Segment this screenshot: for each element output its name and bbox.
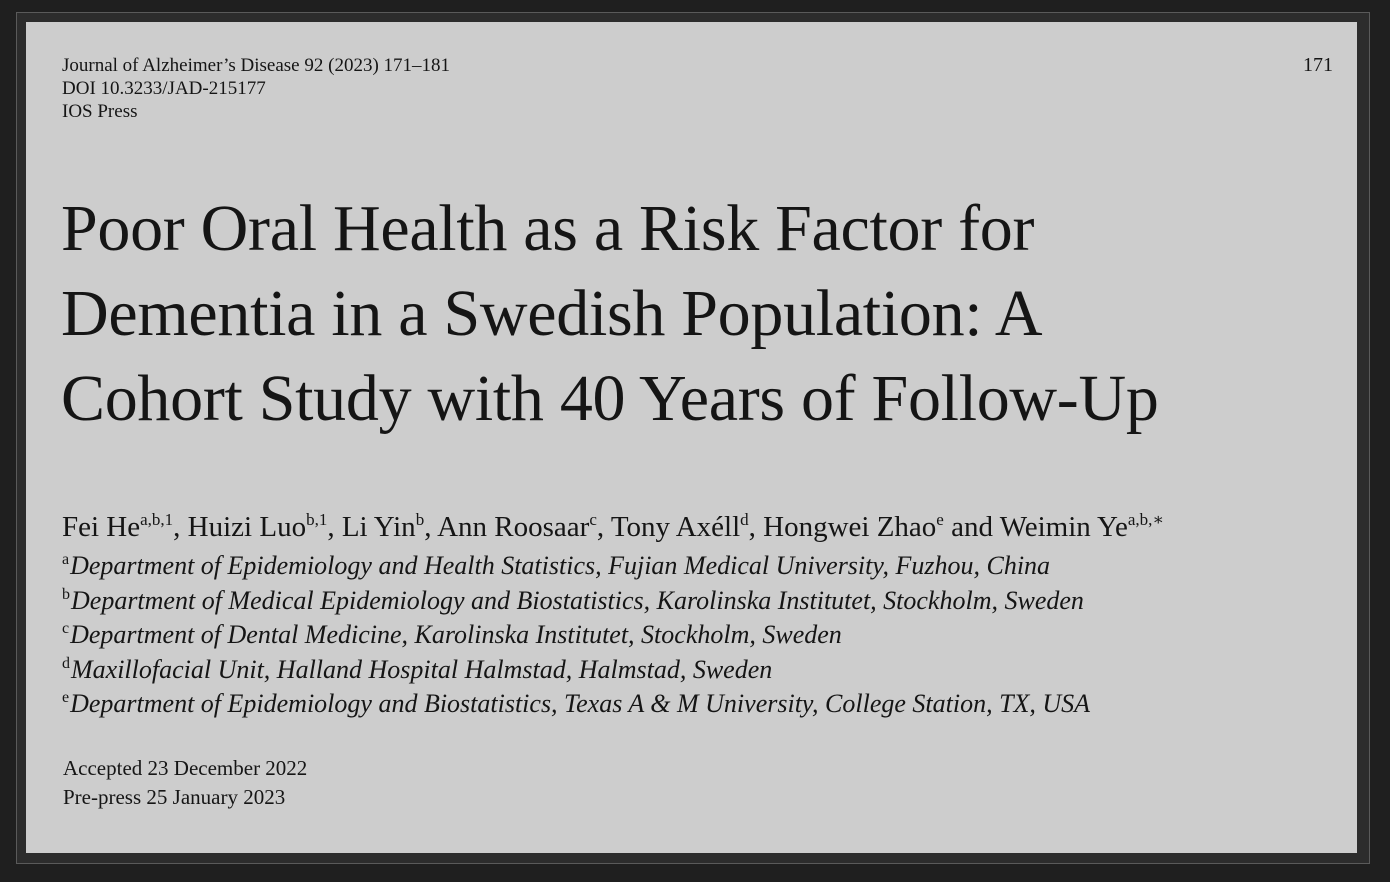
author-affiliation-marks: b: [415, 510, 425, 529]
prepress-date: Pre-press 25 January 2023: [63, 785, 286, 809]
author-affiliation-marks: e: [936, 510, 944, 529]
affiliation-text: Department of Epidemiology and Health Statistics, Fujian Medical University, Fuzhou, China: [70, 551, 1051, 580]
author-list: [62, 509, 1164, 545]
affiliation: [62, 618, 1090, 653]
author-separator: ,: [173, 511, 188, 543]
author: [342, 511, 437, 543]
affiliation-text: Department of Medical Epidemiology and Biostatistics, Karolinska Institutet, Stockholm, Sweden: [71, 585, 1084, 615]
journal-header: [62, 54, 450, 123]
author-name: Ann Roosaar: [437, 511, 590, 543]
author: [188, 511, 342, 543]
affiliation-text: Department of Epidemiology and Biostatistics, Texas A & M University, College Station, TX, USA: [70, 689, 1091, 718]
paper-title: [61, 186, 1159, 441]
author-affiliation-marks: c: [589, 510, 597, 529]
publisher: IOS Press: [62, 101, 138, 122]
affiliation-list: [62, 549, 1090, 722]
affiliation-text: Maxillofacial Unit, Halland Hospital Halmstad, Halmstad, Sweden: [71, 654, 773, 684]
affiliation-mark: b: [62, 585, 70, 603]
author-name: Weimin Ye: [999, 511, 1128, 543]
publication-dates: [63, 754, 307, 812]
affiliation-mark: c: [62, 620, 70, 637]
author-name: Fei He: [62, 511, 141, 543]
title-line: Cohort Study with 40 Years of Follow-Up: [61, 362, 1159, 435]
doi: DOI 10.3233/JAD-215177: [62, 78, 266, 99]
affiliation: [62, 687, 1090, 722]
affiliation: [62, 653, 1090, 688]
author: [437, 511, 611, 543]
author-separator: ,: [596, 511, 611, 543]
author-name: Li Yin: [341, 511, 416, 543]
author-name: Tony Axéll: [610, 511, 741, 543]
journal-citation: Journal of Alzheimer’s Disease 92 (2023) 171–181: [62, 55, 451, 76]
author-separator: ,: [748, 511, 764, 543]
author: [611, 511, 763, 543]
paper-page: [26, 22, 1357, 853]
author-name: Hongwei Zhao: [763, 511, 937, 543]
author-affiliation-marks: a,b,∗: [1127, 510, 1164, 529]
author-affiliation-marks: a,b,1: [140, 510, 174, 529]
author: [763, 511, 1000, 543]
affiliation-mark: a: [62, 551, 70, 568]
author-name: Huizi Luo: [187, 511, 307, 543]
author: [1000, 511, 1164, 543]
author-separator: ,: [424, 511, 438, 543]
page-number: 171: [1303, 54, 1333, 76]
affiliation-mark: d: [62, 654, 70, 672]
title-line: Poor Oral Health as a Risk Factor for: [61, 192, 1035, 265]
affiliation: [62, 584, 1090, 619]
author-affiliation-marks: b,1: [306, 510, 328, 529]
author-separator: and: [943, 511, 1000, 543]
author-separator: ,: [327, 511, 342, 543]
author-affiliation-marks: d: [740, 510, 749, 529]
accepted-date: Accepted 23 December 2022: [63, 756, 308, 780]
affiliation: [62, 549, 1090, 584]
author: [62, 511, 188, 543]
affiliation-mark: e: [62, 689, 70, 706]
affiliation-text: Department of Dental Medicine, Karolinska Institutet, Stockholm, Sweden: [70, 620, 842, 649]
title-line: Dementia in a Swedish Population: A: [61, 277, 1043, 350]
